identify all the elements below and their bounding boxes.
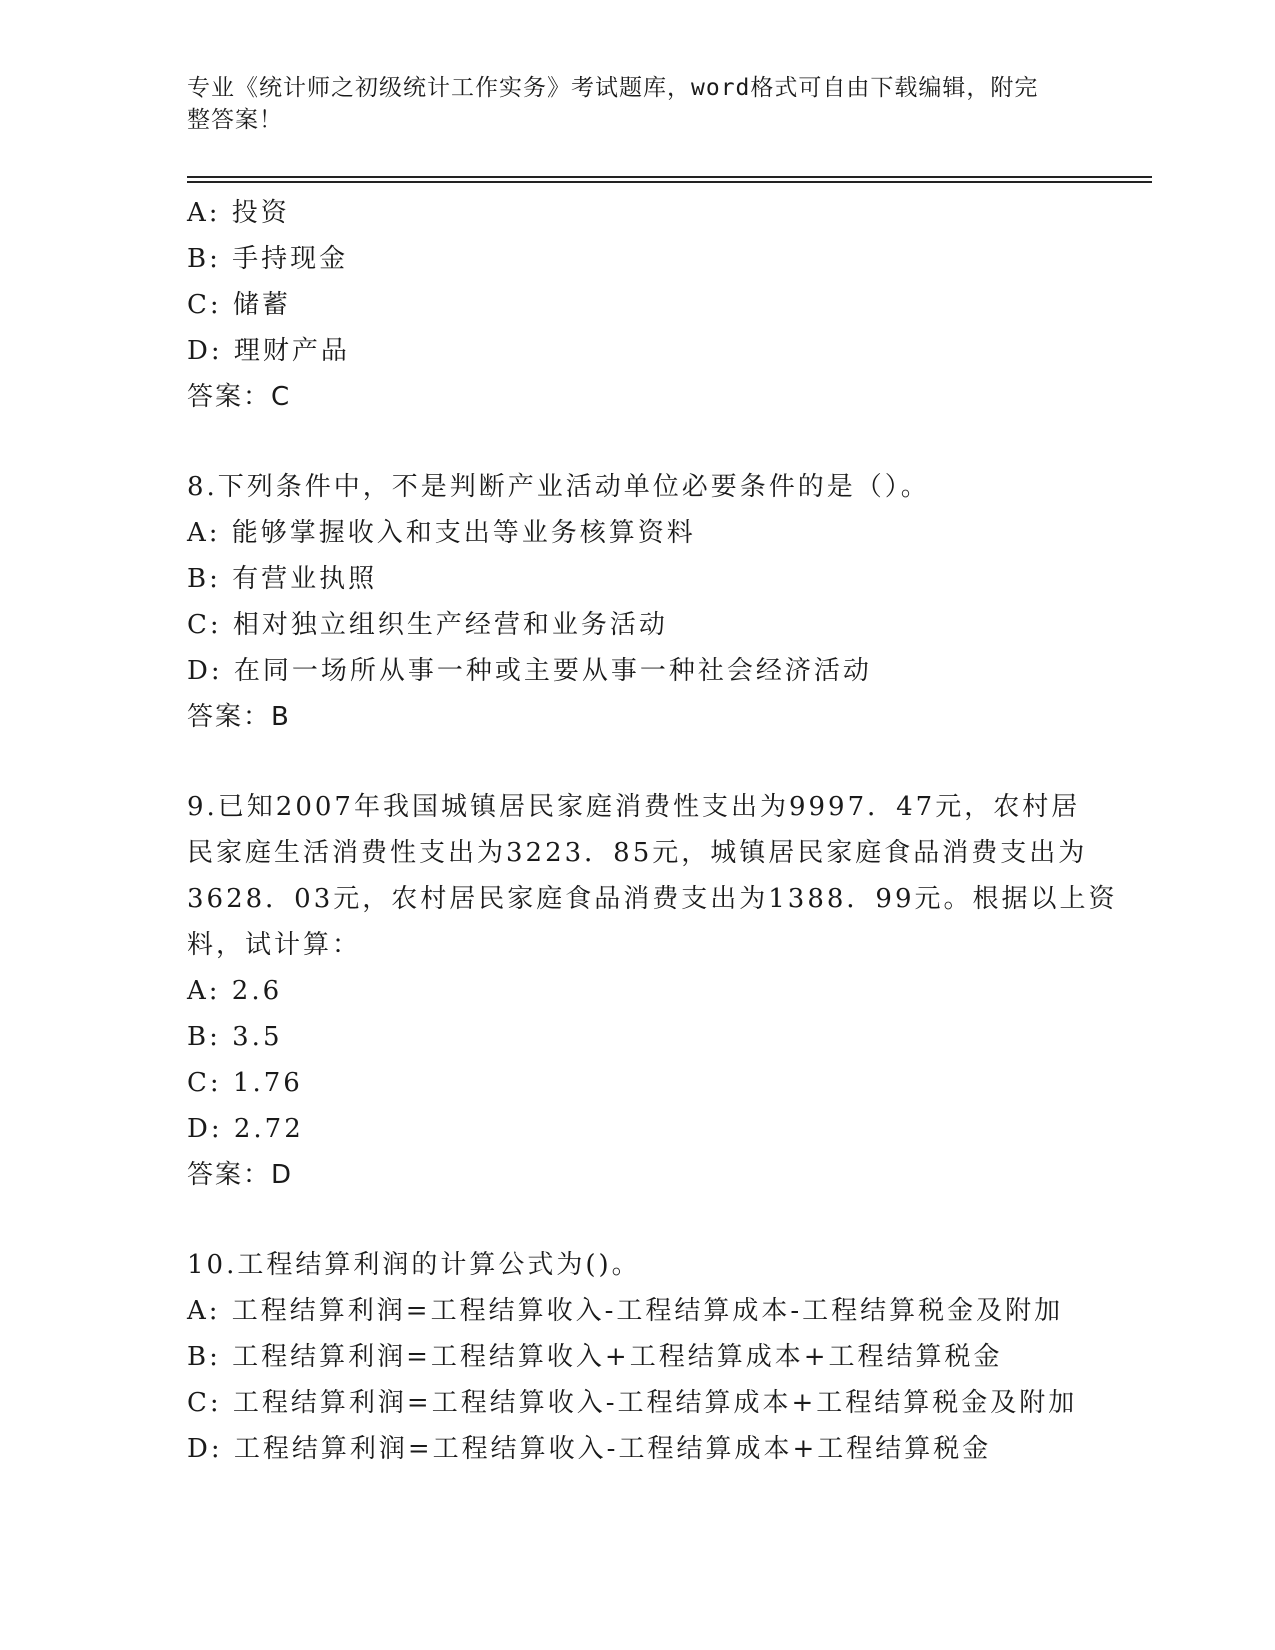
question-stem-line: 料，试计算： [187, 930, 362, 960]
question-list [187, 190, 1127, 1472]
option-a: A: 能够掌握收入和支出等业务核算资料 [187, 518, 696, 548]
header-line-1: 专业《统计师之初级统计工作实务》考试题库，word格式可自由下载编辑，附完 [187, 75, 1039, 101]
option-c: C: 储蓄 [187, 290, 291, 320]
option-c: C: 相对独立组织生产经营和业务活动 [187, 610, 668, 640]
question-stem-line: 9.已知2007年我国城镇居民家庭消费性支出为9997．47元，农村居 [187, 792, 1081, 822]
header-divider-bottom [187, 181, 1152, 183]
question-7 [187, 190, 1127, 420]
answer: 答案：C [187, 382, 292, 412]
question-9 [187, 784, 1127, 1198]
option-a: A: 投资 [187, 198, 290, 228]
question-10 [187, 1242, 1127, 1472]
option-a: A: 工程结算利润=工程结算收入-工程结算成本-工程结算税金及附加 [187, 1296, 1064, 1326]
option-b: B: 3.5 [187, 1022, 283, 1052]
option-c: C: 1.76 [187, 1068, 303, 1098]
question-stem: 10.工程结算利润的计算公式为()。 [187, 1250, 641, 1280]
option-b: B: 有营业执照 [187, 564, 378, 594]
question-stem-line: 3628．03元，农村居民家庭食品消费支出为1388．99元。根据以上资 [187, 884, 1118, 914]
option-d: D: 工程结算利润=工程结算收入-工程结算成本+工程结算税金 [187, 1434, 992, 1464]
option-b: B: 手持现金 [187, 244, 349, 274]
option-b: B: 工程结算利润=工程结算收入+工程结算成本+工程结算税金 [187, 1342, 1003, 1372]
question-8 [187, 464, 1127, 740]
option-d: D: 理财产品 [187, 336, 350, 366]
answer: 答案：D [187, 1160, 294, 1190]
question-stem-line: 民家庭生活消费性支出为3223．85元，城镇居民家庭食品消费支出为 [187, 838, 1088, 868]
header-divider-top [187, 176, 1152, 178]
option-d: D: 2.72 [187, 1114, 304, 1144]
question-stem: 8.下列条件中，不是判断产业活动单位必要条件的是（）。 [187, 472, 930, 502]
option-c: C: 工程结算利润=工程结算收入-工程结算成本+工程结算税金及附加 [187, 1388, 1078, 1418]
answer: 答案：B [187, 702, 291, 732]
header-line-2: 整答案！ [187, 107, 283, 133]
option-d: D: 在同一场所从事一种或主要从事一种社会经济活动 [187, 656, 872, 686]
option-a: A: 2.6 [187, 976, 283, 1006]
document-header [187, 72, 1067, 136]
